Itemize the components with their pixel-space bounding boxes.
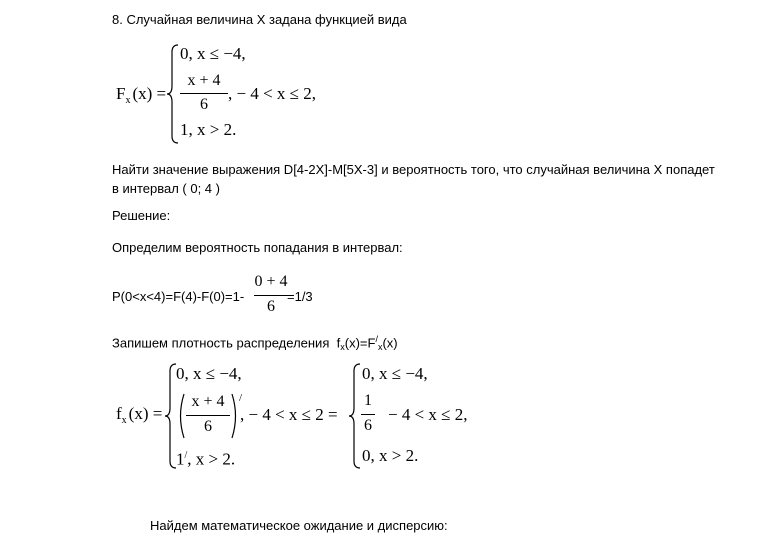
fraction-bar bbox=[186, 415, 230, 416]
probability-numerator: 0 + 4 bbox=[254, 273, 288, 290]
prime-mark: / bbox=[239, 392, 243, 404]
result-denominator: 6 bbox=[364, 417, 372, 434]
task-line-2: в интервал ( 0; 4 ) bbox=[112, 181, 220, 196]
pdf-case-2-numerator: x + 4 bbox=[191, 393, 225, 410]
footer-text: Найдем математическое ожидание и дисперсию: bbox=[150, 518, 448, 533]
probability-intro: Определим вероятность попадания в интервал: bbox=[112, 240, 403, 255]
fraction-bar bbox=[254, 295, 288, 296]
probability-lhs: P(0<x<4)=F(4)-F(0)=1- bbox=[112, 289, 245, 304]
cdf-case-2-numerator: x + 4 bbox=[187, 72, 221, 89]
pdf-case-1: 0, x ≤ −4, bbox=[176, 364, 242, 383]
probability-result: =1/3 bbox=[287, 289, 313, 304]
pdf-case-2-denominator: 6 bbox=[204, 418, 212, 435]
result-numerator: 1 bbox=[364, 392, 372, 409]
fraction-bar bbox=[180, 93, 228, 94]
left-brace-icon bbox=[166, 44, 180, 144]
pdf-lhs: $f_x$ (x) = bbox=[116, 404, 163, 426]
cdf-case-3: 1, x > 2. bbox=[180, 120, 237, 139]
result-case-1: 0, x ≤ −4, bbox=[362, 364, 428, 383]
problem-heading: 8. Случайная величина X задана функцией вида bbox=[112, 12, 407, 27]
cdf-case-1: 0, x ≤ −4, bbox=[180, 44, 246, 63]
fraction-bar bbox=[361, 414, 375, 415]
left-paren-icon bbox=[176, 393, 186, 439]
task-line-1: Найти значение выражения D[4-2X]-M[5X-3] и вероятность того, что случайная величина X попадет bbox=[112, 162, 715, 177]
left-brace-icon bbox=[348, 363, 362, 469]
cdf-case-2-condition: , − 4 < x ≤ 2, bbox=[228, 84, 317, 103]
pdf-case-2-condition: , − 4 < x ≤ 2 = bbox=[240, 405, 338, 424]
cdf-lhs: $F_x$ (x) = bbox=[116, 84, 167, 106]
cdf-case-2-denominator: 6 bbox=[200, 96, 208, 113]
result-case-3: 0, x > 2. bbox=[362, 446, 419, 465]
probability-denominator: 6 bbox=[267, 298, 275, 315]
pdf-case-3: 1/, x > 2. bbox=[176, 449, 236, 469]
density-intro: Запишем плотность распределения $f_x(x)=F^/_x(x)$ bbox=[112, 334, 398, 353]
result-case-2-condition: − 4 < x ≤ 2, bbox=[388, 405, 468, 424]
solution-label: Решение: bbox=[112, 208, 171, 223]
